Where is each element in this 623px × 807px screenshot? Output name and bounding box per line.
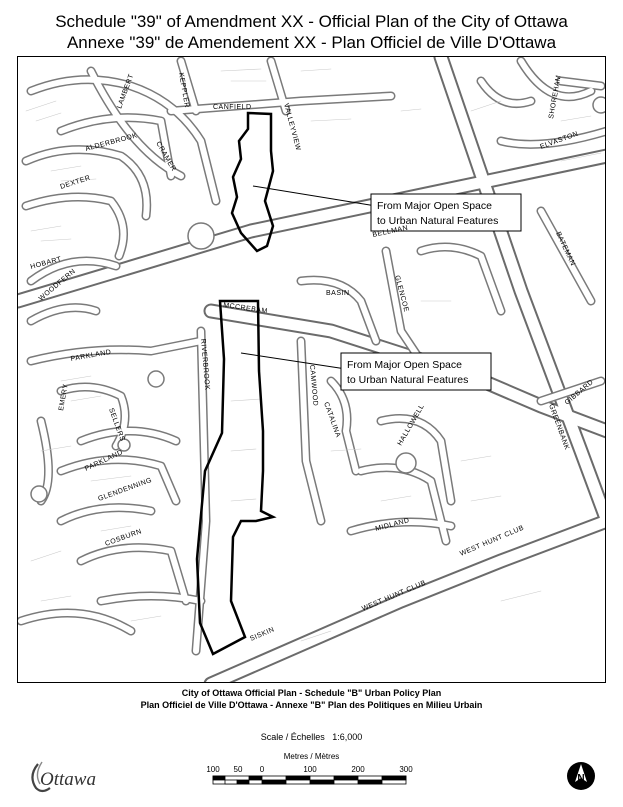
street-label-mccrebam: MCCREBAM (222, 302, 269, 316)
street-label-dexter: DEXTER (59, 174, 92, 191)
scale-statement (0, 732, 623, 742)
street-label-sellers: SELLERS (107, 407, 126, 443)
street-label-cosburn: COSBURN (104, 528, 143, 548)
street-label-hobart: HOBART (29, 255, 63, 271)
street-label-lambert: LAMBERT (116, 73, 136, 110)
street-label-valleyview: VALLEYVIEW (282, 102, 302, 152)
scale-tick-200: 200 (351, 765, 365, 774)
street-label-siskin: SISKIN (249, 626, 276, 643)
map-frame[interactable] (17, 56, 606, 683)
north-letter: N (577, 773, 585, 784)
scale-ratio: 1:6,000 (332, 732, 363, 742)
scale-units: Metres / Mètres (283, 752, 340, 761)
map-title-english: Schedule "39" of Amendment XX - Official Plan of the City of Ottawa (55, 12, 568, 31)
ottawa-logo (26, 758, 116, 794)
street-label-camwood: CAMWOOD (308, 364, 319, 407)
street-label-keppler: KEPPLER (177, 72, 191, 109)
ottawa-logo-text: Ottawa (40, 769, 96, 790)
plan-subtitle-french: Plan Officiel de Ville D'Ottawa - Annexe "B" Plan des Politiques en Milieu Urbain (140, 700, 483, 710)
street-label-parkland-south: PARKLAND (83, 449, 125, 473)
callout-south-line2: to Urban Natural Features (347, 374, 469, 386)
north-arrow-icon (565, 760, 597, 792)
street-label-emery: EMERY (58, 383, 70, 412)
callout-north-line2: to Urban Natural Features (377, 215, 499, 227)
street-label-west-hunt-club-upper: WEST HUNT CLUB (459, 524, 526, 558)
scale-tick-100-left: 100 (206, 765, 220, 774)
street-label-bateman: BATEMAN (554, 230, 577, 268)
map-canvas[interactable] (18, 57, 606, 683)
callout-south (241, 353, 491, 390)
street-label-glencoe: GLENCOE (393, 274, 410, 313)
scale-label: Scale / Échelles (260, 732, 325, 742)
street-label-parkland-north: PARKLAND (70, 348, 112, 363)
street-label-glendenning: GLENDENNING (97, 476, 154, 503)
street-label-hallowell: HALLOWELL (396, 403, 426, 447)
street-label-shoreham: SHOREHAM (548, 74, 563, 120)
street-label-elvaston: ELVASTON (539, 130, 580, 151)
scale-tick-300: 300 (399, 765, 413, 774)
street-label-midland: MIDLAND (374, 517, 411, 533)
street-label-greenbank: GREENBANK (547, 403, 571, 452)
callout-north-line1: From Major Open Space (377, 200, 492, 212)
callout-south-line1: From Major Open Space (347, 359, 462, 371)
plan-subtitle-english: City of Ottawa Official Plan - Schedule "B" Urban Policy Plan (181, 688, 442, 698)
street-label-west-hunt-club-lower: WEST HUNT CLUB (361, 579, 428, 613)
street-label-bellman: BELLMAN (371, 224, 409, 239)
scale-tick-50: 50 (233, 765, 243, 774)
street-label-woodfern: WOODFERN (37, 267, 78, 303)
street-label-alderbrook: ALDERBROOK (84, 132, 139, 153)
scale-tick-0: 0 (259, 765, 265, 774)
street-label-riverbrook: RIVERBROOK (199, 338, 211, 391)
street-label-basin: BASIN (326, 290, 350, 297)
scale-tick-100: 100 (303, 765, 317, 774)
street-label-cramer: CRAMER (154, 140, 178, 173)
street-label-catalina: CATALINA (322, 401, 342, 439)
scale-bar (190, 763, 430, 793)
street-label-canfield: CANFIELD (213, 104, 252, 111)
map-title-french: Annexe "39" de Amendement XX - Plan Officiel de Ville D'Ottawa (66, 33, 557, 52)
street-label-gibbard: GIBBARD (563, 378, 596, 407)
